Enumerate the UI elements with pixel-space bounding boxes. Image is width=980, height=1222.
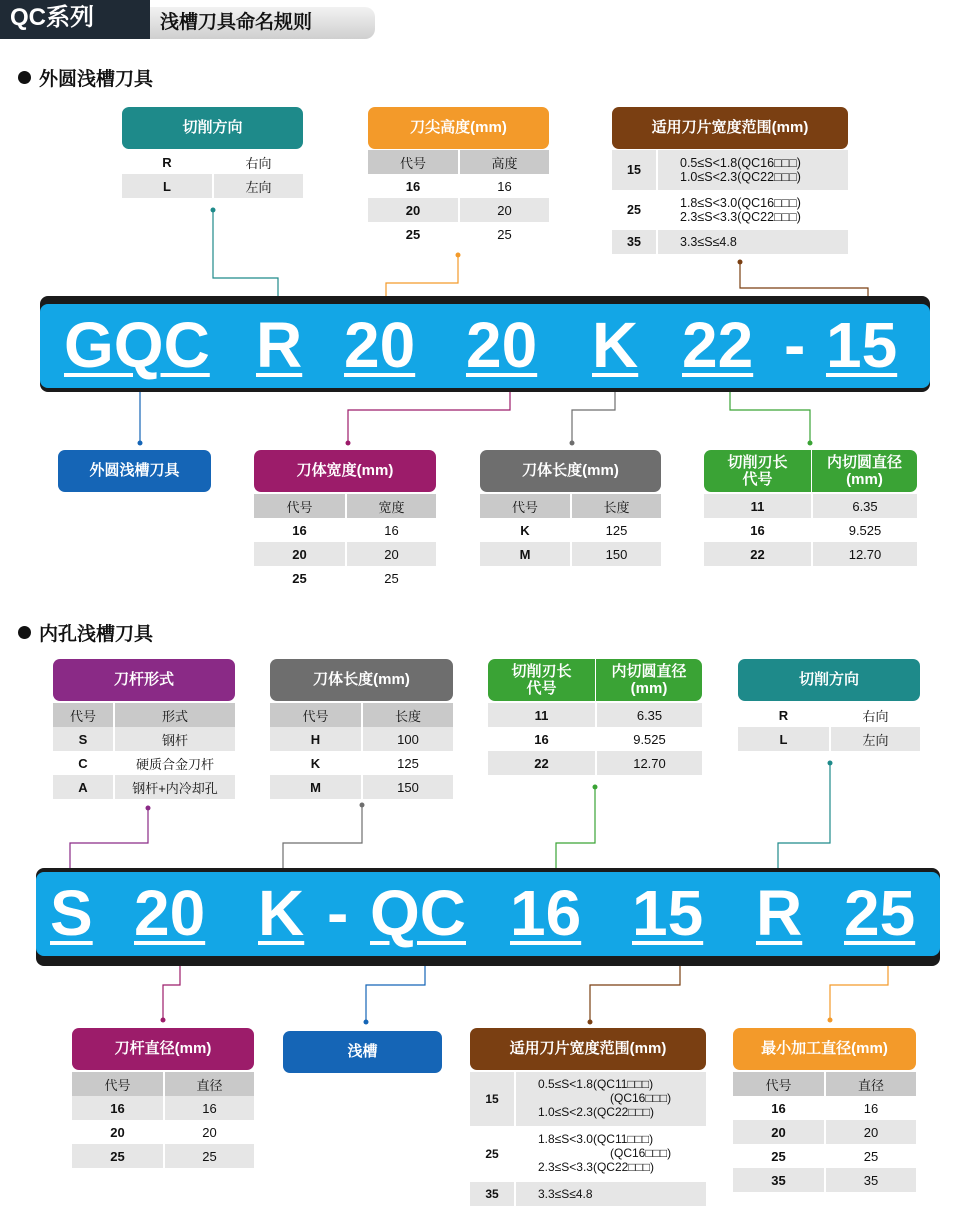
table-header: 代号 <box>733 1072 825 1096</box>
table-cell: 16 <box>164 1096 254 1120</box>
table-cell: M <box>480 542 571 566</box>
table-cell: 6.35 <box>812 494 917 518</box>
table-cell: 1.8≤S<3.0(QC11□□□) <box>538 1132 654 1147</box>
bullet-icon <box>18 71 31 84</box>
s2-edge-table <box>488 703 702 775</box>
s1-edge-dia-title: 内切圆直径 (mm) <box>812 450 917 492</box>
section1-title: 外圆浅槽刀具 <box>39 69 154 90</box>
s2-cut-dir-table <box>738 703 920 751</box>
s2-shank-form-title: 刀杆形式 <box>53 659 235 701</box>
table-cell: 16 <box>346 518 436 542</box>
s2-blade-range-table <box>470 1072 706 1206</box>
table-header: 代号 <box>72 1072 164 1096</box>
table-cell: 16 <box>771 1100 786 1116</box>
section2-title: 内孔浅槽刀具 <box>39 624 154 645</box>
table-cell: K <box>310 755 321 771</box>
table-cell: 25 <box>164 1144 254 1168</box>
table-cell: 右向 <box>830 703 920 727</box>
table-cell: 25 <box>627 203 641 217</box>
s2-edge-code-title: 切削刃长 代号 <box>488 659 595 701</box>
table-header: 代号 <box>53 703 114 727</box>
table-cell: 1.8≤S<3.0(QC16□□□) <box>680 196 801 210</box>
s1-cut-dir-title: 切削方向 <box>122 107 303 149</box>
s1-blade-range-table <box>612 150 848 254</box>
table-cell: 25 <box>346 566 436 590</box>
table-cell: 20 <box>254 542 346 566</box>
s1-edge-code-title: 切削刃长 代号 <box>704 450 811 492</box>
table-cell: 35 <box>470 1182 515 1206</box>
s1-body-length-table <box>480 494 661 566</box>
page-title: 浅槽刀具命名规则 <box>150 7 375 39</box>
s1-code-22: 22 <box>682 309 754 381</box>
table-cell: 15 <box>470 1072 515 1126</box>
table-cell: 1.0≤S<2.3(QC22□□□) <box>538 1104 655 1119</box>
table-header: 高度 <box>459 150 549 174</box>
table-cell: M <box>270 775 362 799</box>
table-cell: 25 <box>405 226 421 242</box>
table-cell: 2.3≤S<3.3(QC22□□□) <box>680 210 801 224</box>
s2-shank-dia-table <box>72 1072 254 1168</box>
table-cell: 20 <box>459 198 549 222</box>
table-cell: 12.70 <box>812 542 917 566</box>
s1-code-k: K <box>592 309 639 381</box>
table-cell: 16 <box>459 174 549 198</box>
s1-code-r: R <box>256 309 303 381</box>
table-cell: 20 <box>110 1124 125 1140</box>
s2-body-length-table <box>270 703 453 799</box>
table-header: 直径 <box>164 1072 254 1096</box>
table-cell: A <box>53 775 114 799</box>
s2-edge-dia-title: 内切圆直径 (mm) <box>596 659 702 701</box>
table-cell: 22 <box>704 542 812 566</box>
s1-code-20a: 20 <box>344 309 416 381</box>
s2-body-length-title: 刀体长度(mm) <box>270 659 453 701</box>
table-cell: 16 <box>825 1096 916 1120</box>
table-cell: L <box>738 727 830 751</box>
table-cell: 右向 <box>213 150 303 174</box>
table-cell: 1.0≤S<2.3(QC22□□□) <box>680 170 801 184</box>
table-cell: 150 <box>362 775 453 799</box>
table-cell: 25 <box>72 1144 164 1168</box>
s1-tip-height-title: 刀尖高度(mm) <box>368 107 549 149</box>
table-header: 形式 <box>114 703 235 727</box>
series-label: QC系列 <box>0 0 150 36</box>
table-cell: 9.525 <box>812 518 917 542</box>
s2-shank-dia-title: 刀杆直径(mm) <box>72 1028 254 1070</box>
table-header: 代号 <box>368 150 459 174</box>
table-cell: (QC16□□□) <box>610 1146 672 1161</box>
s2-code-r: R <box>756 877 803 949</box>
table-cell: 25 <box>485 1147 499 1161</box>
s1-edge-table <box>704 494 917 566</box>
table-cell: 16 <box>750 522 765 538</box>
table-cell: H <box>270 727 362 751</box>
s2-code-s: S <box>50 877 93 949</box>
table-cell: 12.70 <box>596 751 702 775</box>
table-cell: 20 <box>164 1120 254 1144</box>
table-cell: K <box>520 522 530 538</box>
table-cell: 20 <box>825 1120 916 1144</box>
table-cell: C <box>78 755 88 771</box>
table-cell: 9.525 <box>596 727 702 751</box>
table-cell: 35 <box>825 1168 916 1192</box>
s1-code-dash: - <box>784 309 806 381</box>
s1-code-gqc: GQC <box>64 309 210 381</box>
table-cell: 0.5≤S<1.8(QC11□□□) <box>538 1077 654 1092</box>
s1-type-label: 外圆浅槽刀具 <box>58 450 211 492</box>
s1-tip-height-table <box>368 150 549 246</box>
table-cell: 25 <box>771 1148 786 1164</box>
table-cell: 左向 <box>830 727 920 751</box>
table-cell: 钢杆+内冷却孔 <box>114 775 235 799</box>
table-cell: 16 <box>72 1096 164 1120</box>
s2-code-15: 15 <box>632 877 704 949</box>
table-header: 直径 <box>825 1072 916 1096</box>
table-cell: 100 <box>362 727 453 751</box>
table-header: 代号 <box>480 494 571 518</box>
section1-heading <box>18 64 153 91</box>
table-cell: (QC16□□□) <box>610 1091 672 1106</box>
table-cell: 35 <box>733 1168 825 1192</box>
s2-code-dash: - <box>327 877 349 949</box>
bullet-icon <box>18 626 31 639</box>
section2-heading <box>18 619 153 646</box>
table-cell: 16 <box>534 731 549 747</box>
s1-blade-range-title: 适用刀片宽度范围(mm) <box>612 107 848 149</box>
s2-min-dia-title: 最小加工直径(mm) <box>733 1028 916 1070</box>
s2-groove-label: 浅槽 <box>283 1031 442 1073</box>
table-cell: 2.3≤S<3.3(QC22□□□) <box>538 1159 655 1174</box>
table-cell: 20 <box>346 542 436 566</box>
s2-code-16: 16 <box>510 877 582 949</box>
s2-code-qc: QC <box>370 877 466 949</box>
s2-code-k: K <box>258 877 305 949</box>
table-cell: 15 <box>612 150 657 190</box>
s2-min-dia-table <box>733 1072 916 1192</box>
table-cell: 16 <box>405 178 421 194</box>
table-header: 长度 <box>362 703 453 727</box>
table-cell: 11 <box>488 703 596 727</box>
table-cell: 150 <box>571 542 661 566</box>
table-cell: 25 <box>825 1144 916 1168</box>
table-cell: R <box>162 154 172 170</box>
table-header: 宽度 <box>346 494 436 518</box>
table-cell: 6.35 <box>596 703 702 727</box>
s2-code-25: 25 <box>844 877 916 949</box>
s1-body-width-title: 刀体宽度(mm) <box>254 450 436 492</box>
table-header: 代号 <box>254 494 346 518</box>
table-cell: 22 <box>488 751 596 775</box>
table-cell: 125 <box>362 751 453 775</box>
s1-cut-dir-table <box>122 150 303 198</box>
table-cell: 3.3≤S≤4.8 <box>657 230 848 254</box>
table-cell: 20 <box>368 198 459 222</box>
table-cell: 35 <box>612 230 657 254</box>
table-cell: 16 <box>292 522 307 538</box>
table-cell: 左向 <box>213 174 303 198</box>
table-cell: 硬质合金刀杆 <box>114 751 235 775</box>
table-cell: R <box>778 707 789 723</box>
table-header: 代号 <box>270 703 362 727</box>
table-cell: 11 <box>704 494 812 518</box>
table-cell: 25 <box>292 570 307 586</box>
s1-body-width-table <box>254 494 436 590</box>
s2-blade-range-title: 适用刀片宽度范围(mm) <box>470 1028 706 1070</box>
s1-code-20b: 20 <box>466 309 538 381</box>
s1-body-length-title: 刀体长度(mm) <box>480 450 661 492</box>
table-cell: 125 <box>571 518 661 542</box>
s2-shank-form-table <box>53 703 235 799</box>
table-cell: 3.3≤S≤4.8 <box>515 1182 706 1206</box>
table-cell: L <box>122 174 213 198</box>
table-cell: 20 <box>733 1120 825 1144</box>
s1-code-15: 15 <box>826 309 898 381</box>
table-cell: 钢杆 <box>114 727 235 751</box>
table-cell: 0.5≤S<1.8(QC16□□□) <box>680 156 801 170</box>
s2-cut-dir-title: 切削方向 <box>738 659 920 701</box>
table-header: 长度 <box>571 494 661 518</box>
table-cell: 25 <box>459 222 549 246</box>
s2-code-20: 20 <box>134 877 206 949</box>
table-cell: S <box>53 727 114 751</box>
